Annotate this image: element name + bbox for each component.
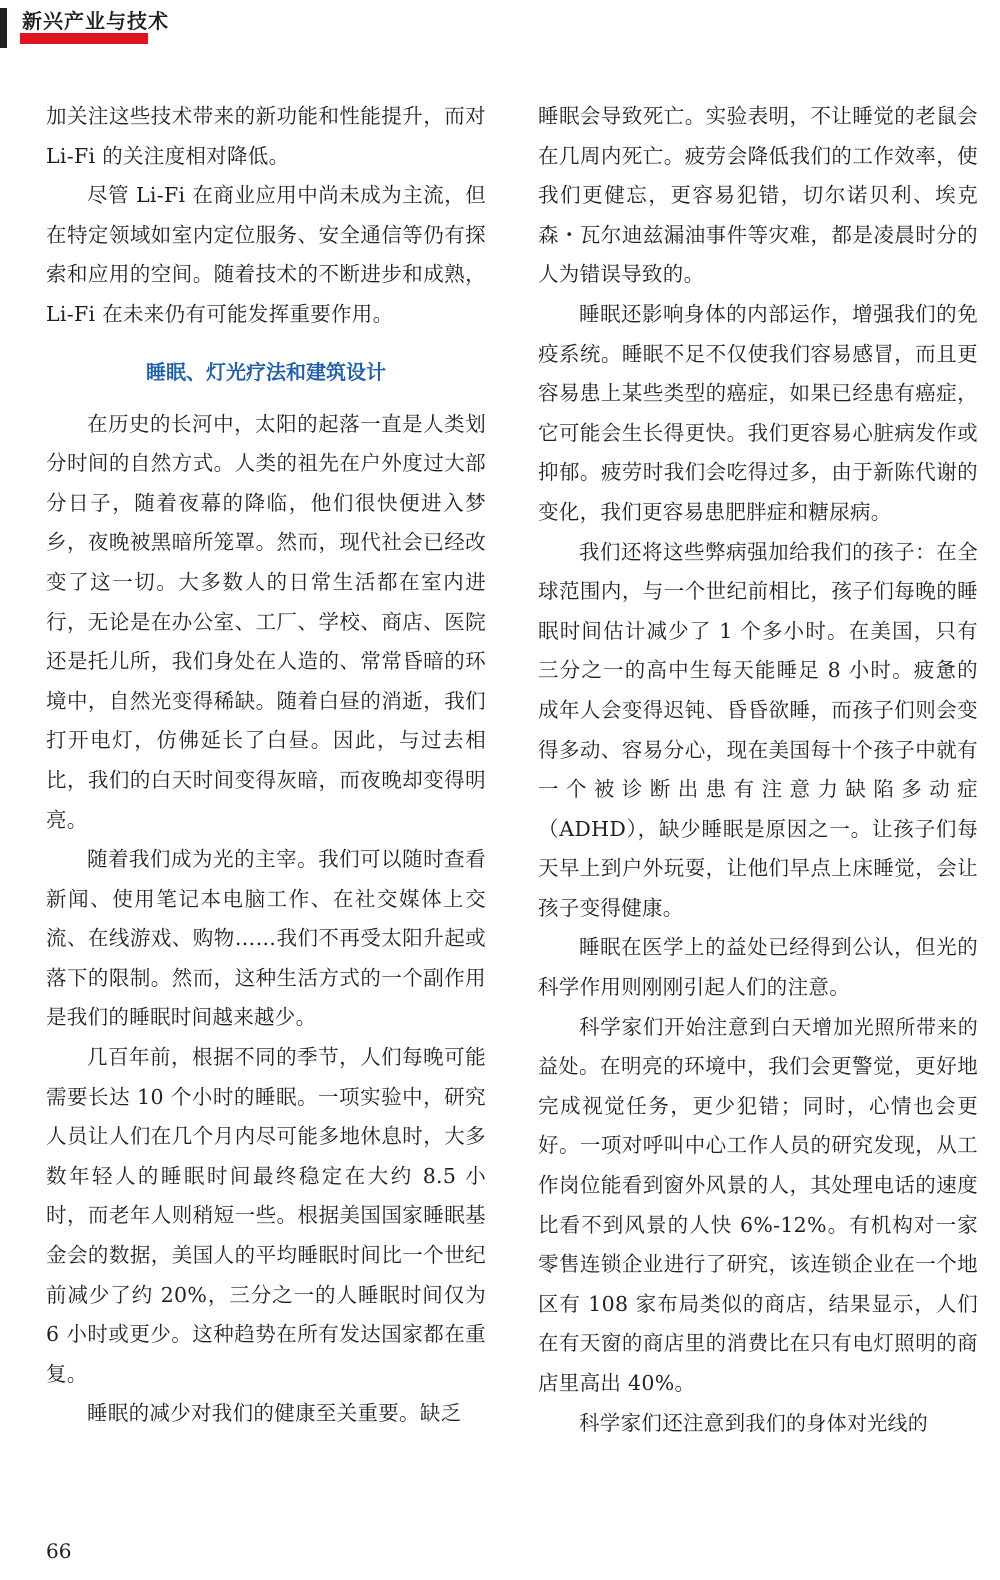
paragraph: 我们还将这些弊病强加给我们的孩子：在全球范围内，与一个世纪前相比，孩子们每晚的睡眠时间估计减少了 1 个多小时。在美国，只有三分之一的高中生每天能睡足 8 小时。疲惫的成年人会变得迟钝、昏昏欲睡，而孩子们则会变得多动、容易分心，现在美国每十个孩子中就有一个被诊断出患有注意力缺陷多动症（ADHD），缺少睡眠是原因之一。让孩子们每天早上到户外玩耍，让他们早点上床睡觉，会让孩子变得健康。 [538, 539, 978, 920]
section-heading: 睡眠、灯光疗法和建筑设计 [146, 359, 386, 384]
paragraph: 睡眠还影响身体的内部运作，增强我们的免疫系统。睡眠不足不仅使我们容易感冒，而且更容易患上某些类型的癌症，如果已经患有癌症，它可能会生长得更快。我们更容易心脏病发作或抑郁。疲劳时我们会吃得过多，由于新陈代谢的变化，我们更容易患肥胖症和糖尿病。 [538, 301, 978, 524]
page-number: 66 [46, 1539, 72, 1563]
paragraph: 几百年前，根据不同的季节，人们每晚可能需要长达 10 个小时的睡眠。一项实验中，研究人员让人们在几个月内尽可能多地休息时，大多数年轻人的睡眠时间最终稳定在大约 8.5 小时，而老年人则稍短一些。根据美国国家睡眠基金会的数据，美国人的平均睡眠时间比一个世纪前减少了约 20%，三分之一的人睡眠时间仅为 6 小时或更少。这种趋势在所有发达国家都在重复。 [46, 1045, 486, 1386]
section-label: 新兴产业与技术 [22, 9, 169, 33]
paragraph: 尽管 Li-Fi 在商业应用中尚未成为主流，但在特定领域如室内定位服务、安全通信等仍有探索和应用的空间。随着技术的不断进步和成熟，Li-Fi 在未来仍有可能发挥重要作用。 [46, 183, 486, 326]
paragraph: 加关注这些技术带来的新功能和性能提升，而对 Li-Fi 的关注度相对降低。 [46, 104, 486, 168]
paragraph [538, 1008, 978, 1404]
paragraph-rest: 。在明亮的环境中，我们会更警觉，更好地完成视觉任务，更少犯错；同时，心情也会更好。一项对呼叫中心工作人员的研究发现，从工作岗位能看到窗外风景的人，其处理电话的速度比看不到风景的人快 6%-12%。有机构对一家零售连锁企业进行了研究，该连锁企业在一个地区有 108 家布局类似的商店，结果显示，人们在有天窗的商店里的消费比在只有电灯照明的商店里高出 40%。 [538, 1054, 978, 1395]
paragraph: 睡眠会导致死亡。实验表明，不让睡觉的老鼠会在几周内死亡。疲劳会降低我们的工作效率，使我们更健忘，更容易犯错，切尔诺贝利、埃克森・瓦尔迪兹漏油事件等灾难，都是凌晨时分的人为错误导致的。 [538, 104, 978, 287]
paragraph: 睡眠在医学上的益处已经得到公认，但光的科学作用则刚刚引起人们的注意。 [538, 935, 978, 1000]
right-column [538, 97, 978, 1443]
header-bar [0, 8, 7, 48]
paragraph: 随着我们成为光的主宰。我们可以随时查看新闻、使用笔记本电脑工作、在社交媒体上交流、在线游戏、购物……我们不再受太阳升起或落下的限制。然而，这种生活方式的一个副作用是我们的睡眠时间越来越少。 [46, 847, 486, 1030]
paragraph: 睡眠的减少对我们的健康至关重要。缺乏 [87, 1401, 462, 1426]
paragraph [538, 1404, 978, 1444]
left-column [46, 97, 486, 1434]
paragraph-lead: 科学家们开始注意到 [579, 1014, 771, 1039]
highlighted-phrase: 我们的身体对光线的 [745, 1410, 929, 1435]
highlighted-phrase: 白天增加光照所带来的益处 [538, 1014, 979, 1079]
paragraph-lead: 科学家们还注意到 [579, 1410, 746, 1435]
header-accent-rule [20, 33, 148, 44]
paragraph: 在历史的长河中，太阳的起落一直是人类划分时间的自然方式。人类的祖先在户外度过大部分日子，随着夜幕的降临，他们很快便进入梦乡，夜晚被黑暗所笼罩。然而，现代社会已经改变了这一切。大多数人的日常生活都在室内进行，无论是在办公室、工厂、学校、商店、医院还是托儿所，我们身处在人造的、常常昏暗的环境中，自然光变得稀缺。随着白昼的消逝，我们打开电灯，仿佛延长了白昼。因此，与过去相比，我们的白天时间变得灰暗，而夜晚却变得明亮。 [46, 411, 486, 832]
